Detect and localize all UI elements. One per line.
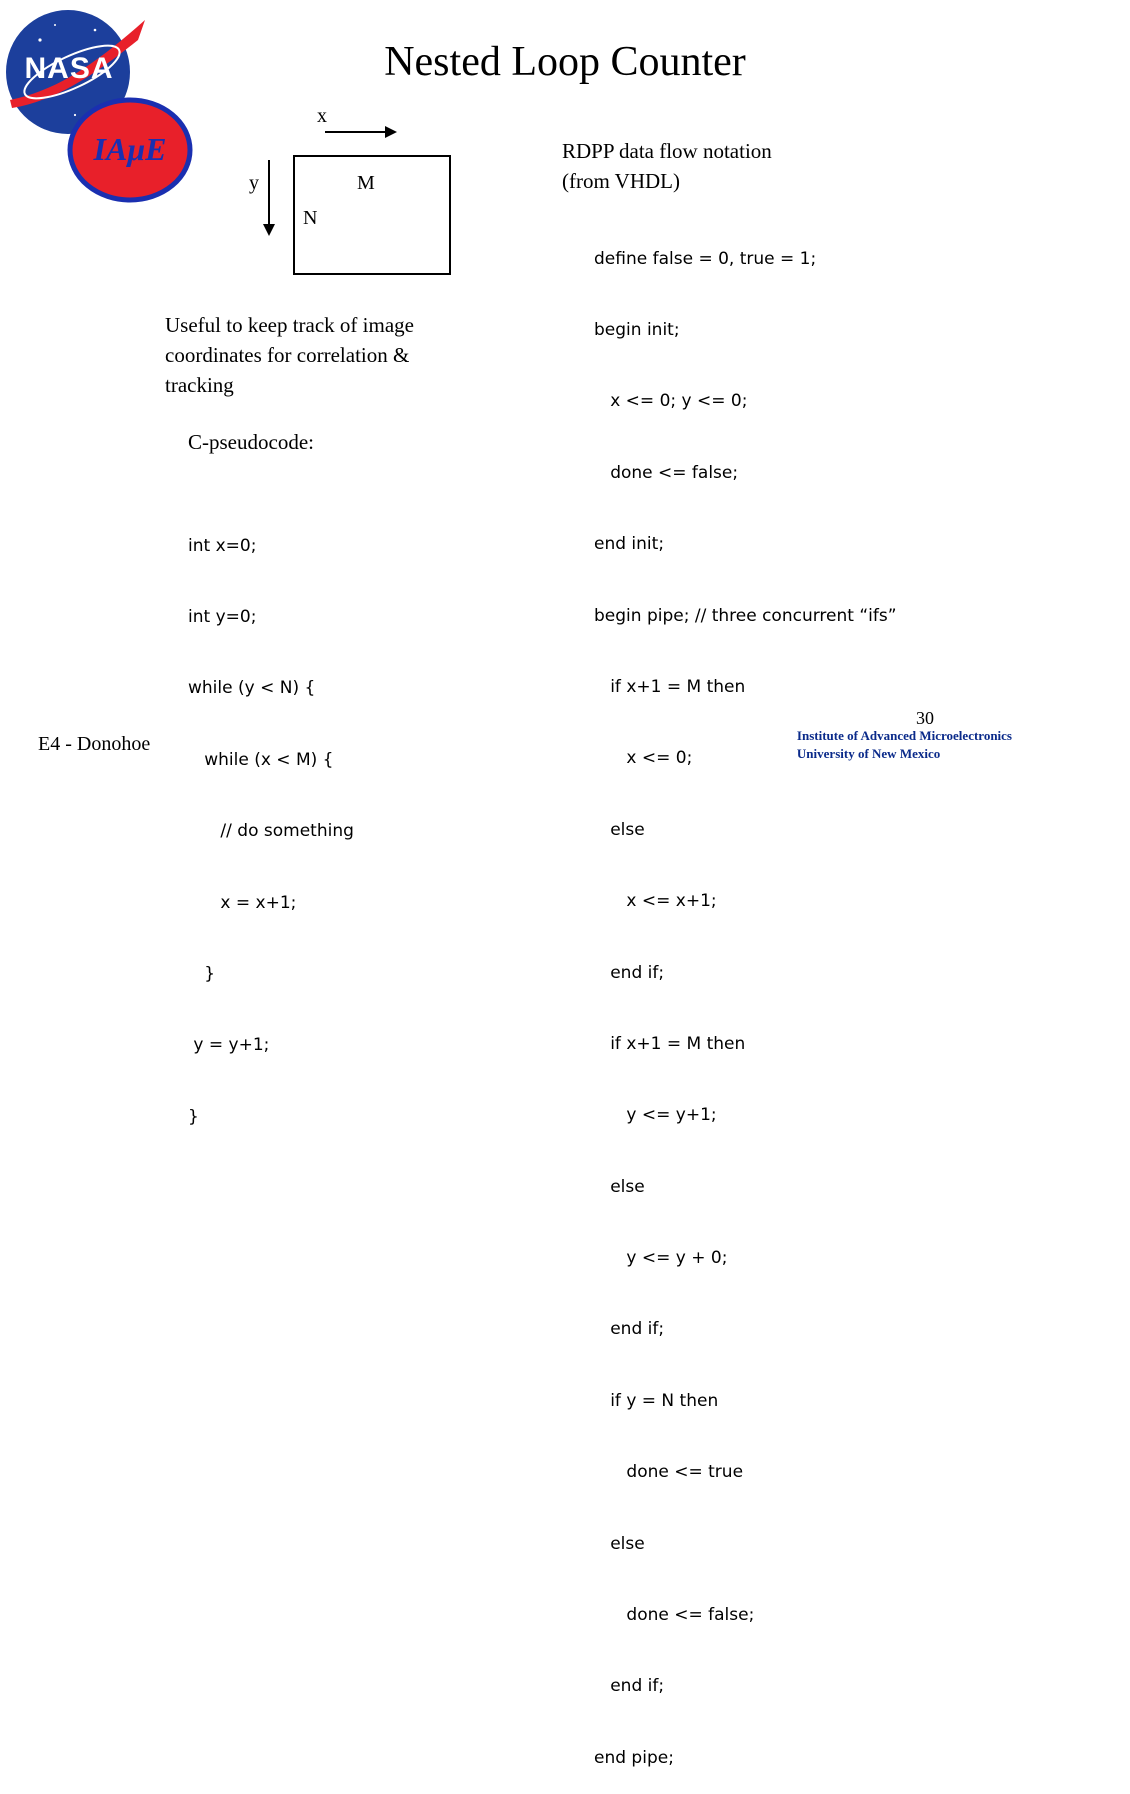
c-pseudocode-heading: C-pseudocode: xyxy=(188,430,314,454)
rdpp-heading xyxy=(562,136,772,196)
code-line: begin init; xyxy=(594,319,680,340)
footer-institute xyxy=(797,727,1012,763)
code-line: while (x < M) { xyxy=(188,749,334,770)
nasa-logo-text: NASA xyxy=(24,52,114,85)
code-line: define false = 0, true = 1; xyxy=(594,248,817,269)
code-line: else xyxy=(594,819,645,840)
rdpp-code-block xyxy=(594,200,897,1794)
m-label: M xyxy=(357,172,375,194)
iame-logo xyxy=(66,95,194,205)
code-line: if x+1 = M then xyxy=(594,1033,746,1054)
code-line: end init; xyxy=(594,534,665,555)
description-line: coordinates for correlation & xyxy=(165,343,410,367)
code-line: x <= 0; xyxy=(594,748,693,769)
code-line: end if; xyxy=(594,962,665,983)
code-line: y = y+1; xyxy=(188,1035,270,1056)
code-line: x = x+1; xyxy=(188,892,297,913)
university-name: University of New Mexico xyxy=(796,746,941,761)
code-line: y <= y+1; xyxy=(594,1105,717,1126)
slide-title: Nested Loop Counter xyxy=(384,39,746,85)
code-line: if x+1 = M then xyxy=(594,676,746,697)
x-arrow xyxy=(325,122,405,142)
code-line: end pipe; xyxy=(594,1747,674,1768)
code-line: else xyxy=(594,1176,645,1197)
page-number: 30 xyxy=(916,708,934,728)
rdpp-heading-line: RDPP data flow notation xyxy=(562,139,772,163)
code-line: begin pipe; // three concurrent “ifs” xyxy=(594,605,897,626)
x-axis-label: x xyxy=(317,105,327,127)
code-line: end if; xyxy=(594,1676,665,1697)
code-line: // do something xyxy=(188,821,354,842)
c-pseudocode-block xyxy=(188,487,354,1153)
code-line: int y=0; xyxy=(188,606,257,627)
code-line: done <= false; xyxy=(594,1605,755,1626)
description-line: tracking xyxy=(165,373,234,397)
code-line: end if; xyxy=(594,1319,665,1340)
code-line: y <= y + 0; xyxy=(594,1248,728,1269)
code-line: while (y < N) { xyxy=(188,678,316,699)
code-line: done <= false; xyxy=(594,462,739,483)
code-line: x <= 0; y <= 0; xyxy=(594,391,748,412)
institute-name: Institute of Advanced Microelectronics xyxy=(796,728,1012,743)
y-arrow xyxy=(259,160,279,240)
description-line: Useful to keep track of image xyxy=(165,313,414,337)
y-axis-label: y xyxy=(249,172,259,194)
code-line: x <= x+1; xyxy=(594,891,717,912)
code-line: else xyxy=(594,1533,645,1554)
code-line: } xyxy=(188,1106,199,1127)
code-line: int x=0; xyxy=(188,535,257,556)
rdpp-heading-line: (from VHDL) xyxy=(562,169,681,193)
code-line: done <= true xyxy=(594,1462,744,1483)
code-line: if y = N then xyxy=(594,1390,719,1411)
iame-logo-text: IAμE xyxy=(93,131,167,167)
n-label: N xyxy=(303,207,318,229)
footer-author: E4 - Donohoe xyxy=(38,733,151,755)
code-line: } xyxy=(188,963,216,984)
description-text xyxy=(165,310,414,400)
